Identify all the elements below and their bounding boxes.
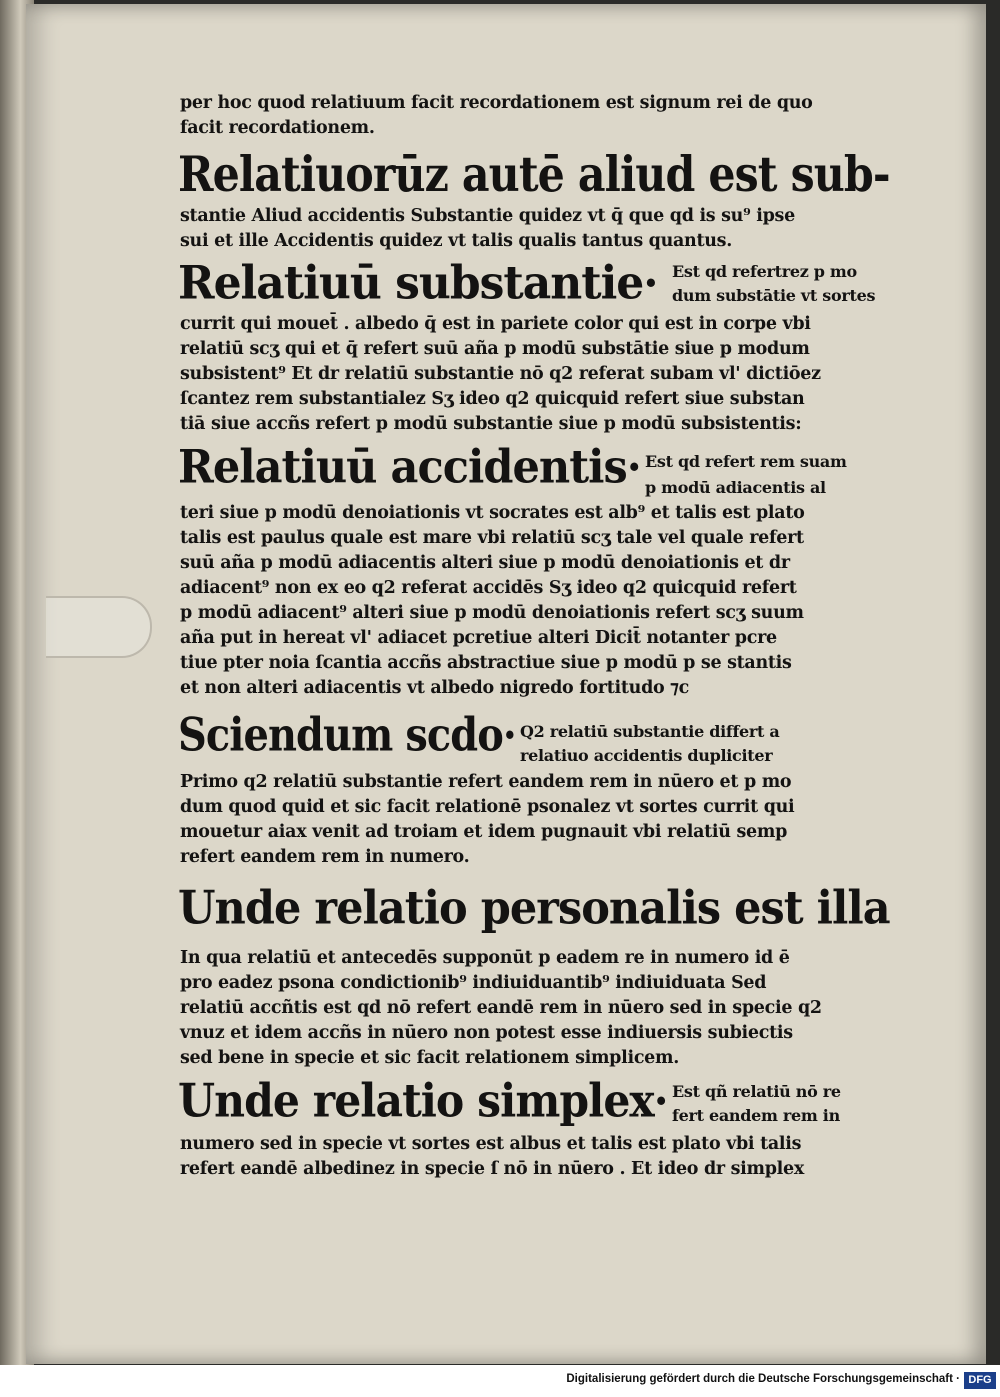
text-line: sui et ille Accidentis quidez vt talis qualis tantus quantus. — [180, 231, 733, 251]
text-line: relatiū accñtis est qd nō refert eandē rem in nūero sed in specie q2 — [180, 998, 822, 1018]
heading: Relatiuū accidentis· — [178, 440, 641, 495]
text-line: ſcantez rem substantialez Sʒ ideo q2 quicquid refert siue substan — [180, 389, 805, 409]
text-line: tiā siue accñs refert p modū substantie siue p modū subsistentis: — [180, 414, 802, 434]
side-note: dum substātie vt sortes — [672, 286, 876, 305]
text-line: suū aña p modū adiacentis alteri siue p modū denoiationis et dr — [180, 553, 790, 573]
side-note: relatiuo accidentis dupliciter — [520, 746, 773, 765]
text-line: refert eandē albedinez in specie ſ nō in nūero . Et ideo dr simplex — [180, 1159, 804, 1179]
text-line: facit recordationem. — [180, 118, 375, 138]
text-line: p modū adiacent⁹ alteri siue p modū denoiationis refert scʒ suum — [180, 603, 804, 623]
text-line: subsistent⁹ Et dr relatiū substantie nō q2 referat subam vl' dictiōez — [180, 364, 821, 384]
text-line: sed bene in specie et sic facit relationem simplicem. — [180, 1048, 680, 1068]
text-line: currit qui mouet̄ . albedo q̄ est in pariete color qui est in corpe vbi — [180, 314, 811, 334]
text-line: In qua relatiū et antecedēs supponūt p eadem re in numero id ē — [180, 948, 790, 968]
text-line: et non alteri adiacentis vt albedo nigredo fortitudo ⁊c — [180, 678, 689, 698]
heading: Unde relatio simplex· — [178, 1074, 668, 1129]
footer-bar — [0, 1365, 1000, 1397]
text-line: talis est paulus quale est mare vbi relatiū scʒ tale vel quale refert — [180, 528, 804, 548]
side-note: p modū adiacentis al — [645, 478, 826, 497]
text-line: relatiū scʒ qui et q̄ refert suū aña p modū substātie siue p modum — [180, 339, 810, 359]
text-line: per hoc quod relatiuum facit recordationem est signum rei de quo — [180, 93, 813, 113]
text-line: adiacent⁹ non ex eo q2 referat accidēs Sʒ ideo q2 quicquid refert — [180, 578, 797, 598]
side-note: Est qñ relatiū nō re — [672, 1082, 841, 1101]
heading: Relatiuū substantie· — [178, 256, 658, 311]
funding-notice: Digitalisierung gefördert durch die Deutsche Forschungsgemeinschaft · — [566, 1373, 960, 1385]
text-line: stantie Aliud accidentis Substantie quidez vt q̄ que qd is su⁹ ipse — [180, 206, 795, 226]
text-line: Primo q2 relatiū substantie refert eandem rem in nūero et p mo — [180, 772, 792, 792]
text-line: dum quod quid et sic facit relationē psonalez vt sortes currit qui — [180, 797, 795, 817]
side-note: Q2 relatiū substantie differt a — [520, 722, 780, 741]
heading: Unde relatio personalis est illa — [178, 881, 890, 936]
text-line: vnuz et idem accñs in nūero non potest esse indiuersis subiectis — [180, 1023, 793, 1043]
text-line: refert eandem rem in numero. — [180, 847, 470, 867]
side-note: fert eandem rem in — [672, 1106, 840, 1125]
dfg-logo: DFG — [964, 1372, 996, 1389]
text-line: teri siue p modū denoiationis vt socrates est alb⁹ et talis est plato — [180, 503, 805, 523]
side-note: Est qd refertrez p mo — [672, 262, 857, 281]
side-note: Est qd refert rem suam — [645, 452, 847, 471]
heading: Sciendum scdo· — [178, 708, 516, 763]
text-line: numero sed in specie vt sortes est albus et talis est plato vbi talis — [180, 1134, 802, 1154]
text-line: tiue pter noia ſcantia accñs abstractiue siue p modū p se stantis — [180, 653, 792, 673]
heading: Relatiuorūz autē aliud est sub- — [178, 145, 890, 203]
text-line: mouetur aiax venit ad troiam et idem pugnauit vbi relatiū semp — [180, 822, 788, 842]
text-line: pro eadez psona condictionib⁹ indiuiduantib⁹ indiuiduata Sed — [180, 973, 767, 993]
text-line: aña put in hereat vl' adiacet pcretiue alteri Dicit̄ notanter pcre — [180, 628, 777, 648]
